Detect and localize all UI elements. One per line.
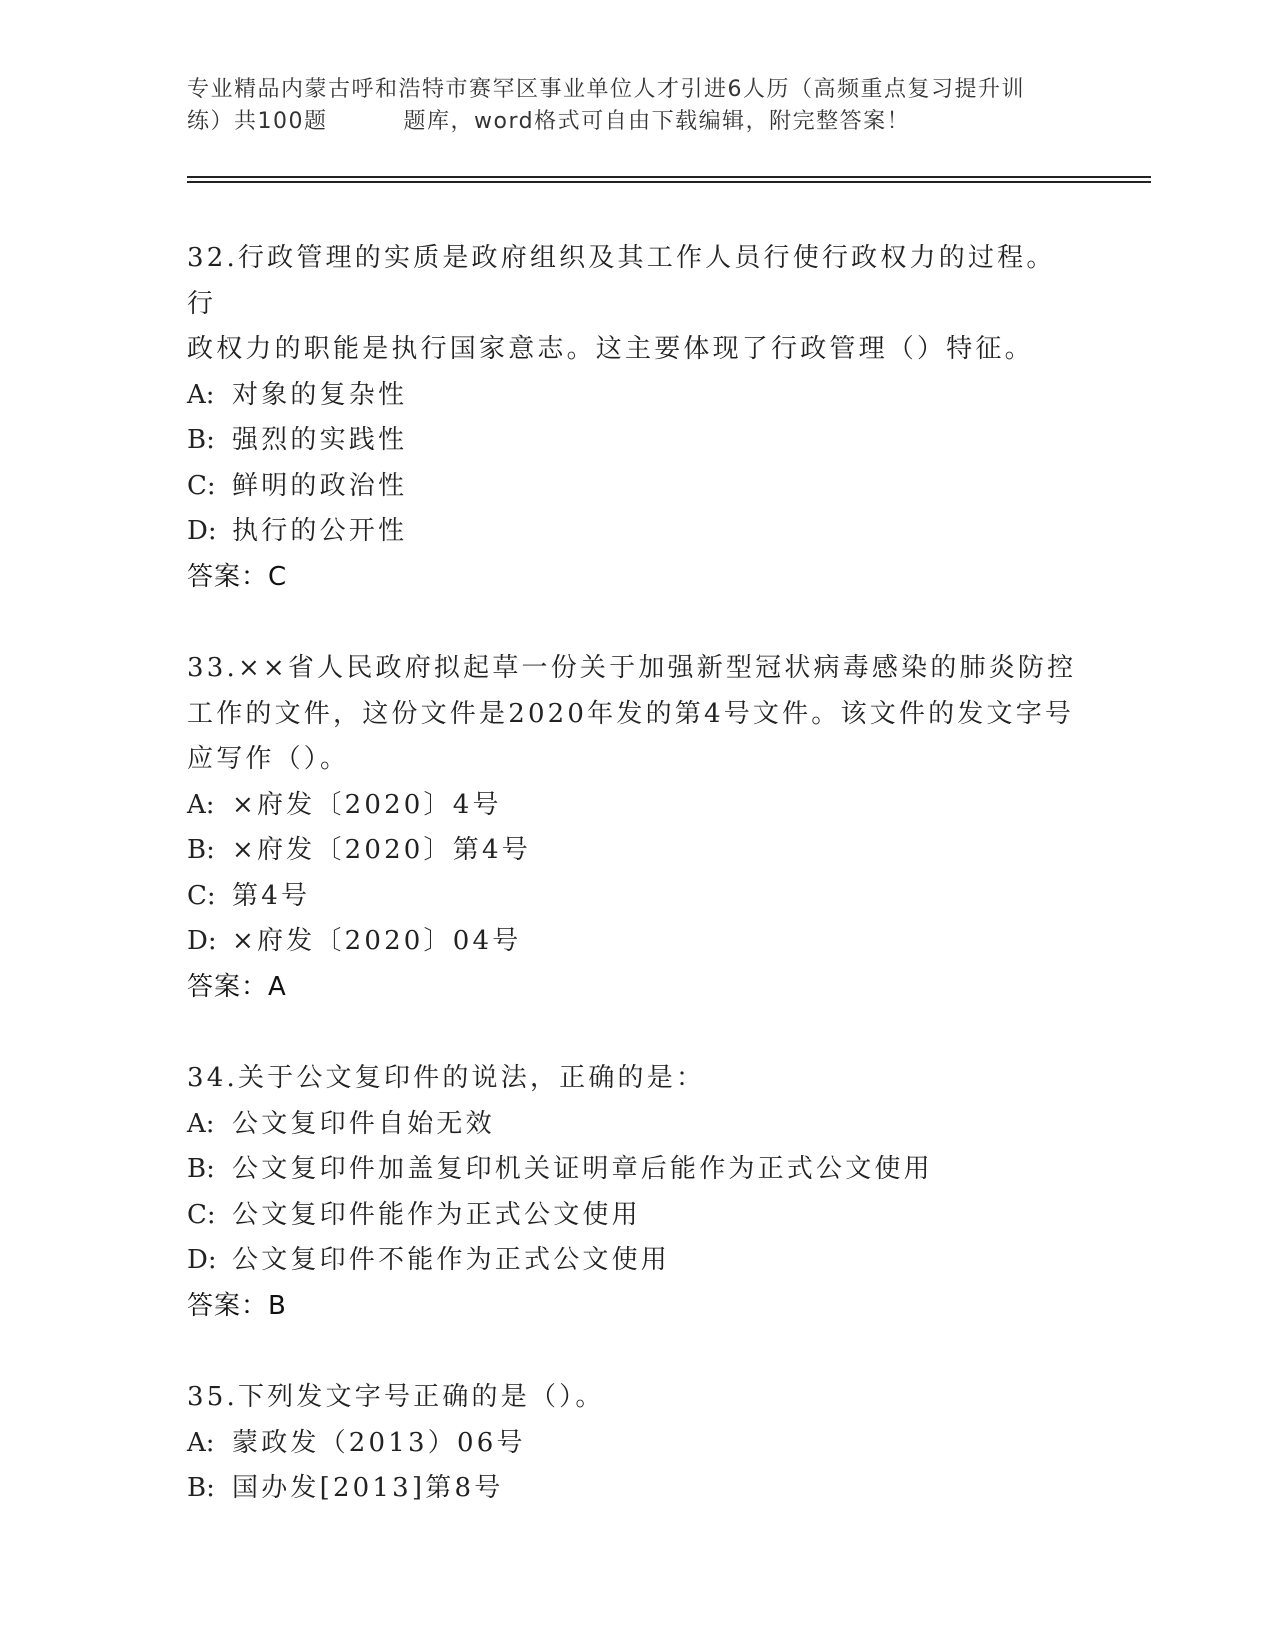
question-block (187, 236, 1077, 600)
option-text: ×府发〔2020〕第4号 (232, 835, 531, 865)
answer-option (187, 1238, 1077, 1284)
option-text: 公文复印件能作为正式公文使用 (232, 1199, 641, 1230)
answer-option (187, 1147, 1077, 1193)
option-key: C: (187, 470, 216, 501)
answer-option (187, 919, 1077, 965)
question-text-line: 工作的文件，这份文件是2020年发的第4号文件。该文件的发文字号 (187, 698, 1075, 729)
question-text-line: 32.行政管理的实质是政府组织及其工作人员行使行政权力的过程。行 (187, 243, 1056, 319)
option-key: D: (187, 926, 217, 956)
answer-option (187, 874, 1077, 920)
option-key: A: (187, 1108, 215, 1139)
option-text: 第4号 (232, 880, 311, 911)
option-text: 国办发[2013]第8号 (232, 1473, 504, 1503)
document-header (187, 74, 1087, 138)
answer-option (187, 1421, 1077, 1467)
question-block (187, 1375, 1077, 1512)
question-list (187, 236, 1077, 1558)
option-key: B: (187, 835, 215, 865)
header-title-line-2-part-b: 题库，word格式可自由下载编辑，附完整答案！ (403, 109, 911, 134)
option-key: C: (187, 880, 216, 911)
header-title-line-1: 专业精品内蒙古呼和浩特市赛罕区事业单位人才引进6人历（高频重点复习提升训 (187, 77, 1025, 102)
answer-option (187, 1193, 1077, 1239)
answer-option (187, 373, 1077, 419)
option-key: B: (187, 425, 215, 455)
option-text: 鲜明的政治性 (232, 470, 408, 501)
option-key: A: (187, 789, 215, 820)
answer-line: 答案：A (187, 971, 287, 1002)
question-text-line: 35.下列发文字号正确的是（）。 (187, 1382, 605, 1412)
question-block (187, 1056, 1077, 1329)
answer-line: 答案：C (187, 561, 288, 592)
header-divider-top (187, 176, 1151, 178)
answer-option (187, 828, 1077, 874)
answer-option (187, 1466, 1077, 1512)
option-text: ×府发〔2020〕04号 (232, 926, 522, 956)
option-text: 蒙政发（2013）06号 (232, 1427, 526, 1458)
option-key: C: (187, 1199, 216, 1230)
option-key: D: (187, 516, 217, 546)
option-text: 公文复印件不能作为正式公文使用 (232, 1245, 671, 1275)
header-divider-bottom (187, 181, 1151, 183)
option-text: 强烈的实践性 (232, 425, 408, 455)
answer-line: 答案：B (187, 1290, 287, 1321)
option-key: D: (187, 1245, 217, 1275)
option-key: B: (187, 1473, 215, 1503)
option-key: B: (187, 1154, 215, 1184)
question-text-line: 33.××省人民政府拟起草一份关于加强新型冠状病毒感染的肺炎防控 (187, 653, 1077, 683)
option-text: 执行的公开性 (232, 516, 408, 546)
option-text: 公文复印件自始无效 (232, 1108, 495, 1139)
question-block (187, 646, 1077, 1010)
question-text-line: 34.关于公文复印件的说法，正确的是： (187, 1063, 706, 1093)
header-title-line-2 (187, 106, 1087, 138)
option-key: A: (187, 379, 215, 410)
answer-option (187, 509, 1077, 555)
question-text-line: 政权力的职能是执行国家意志。这主要体现了行政管理（）特征。 (187, 334, 1034, 364)
answer-option (187, 418, 1077, 464)
question-text-line: 应写作（）。 (187, 744, 350, 774)
option-key: A: (187, 1427, 215, 1458)
header-title-line-2-part-a: 练）共100题 (187, 109, 328, 134)
answer-option (187, 783, 1077, 829)
option-text: 公文复印件加盖复印机关证明章后能作为正式公文使用 (232, 1154, 933, 1184)
answer-option (187, 1102, 1077, 1148)
option-text: ×府发〔2020〕4号 (232, 789, 502, 820)
answer-option (187, 464, 1077, 510)
option-text: 对象的复杂性 (232, 379, 408, 410)
